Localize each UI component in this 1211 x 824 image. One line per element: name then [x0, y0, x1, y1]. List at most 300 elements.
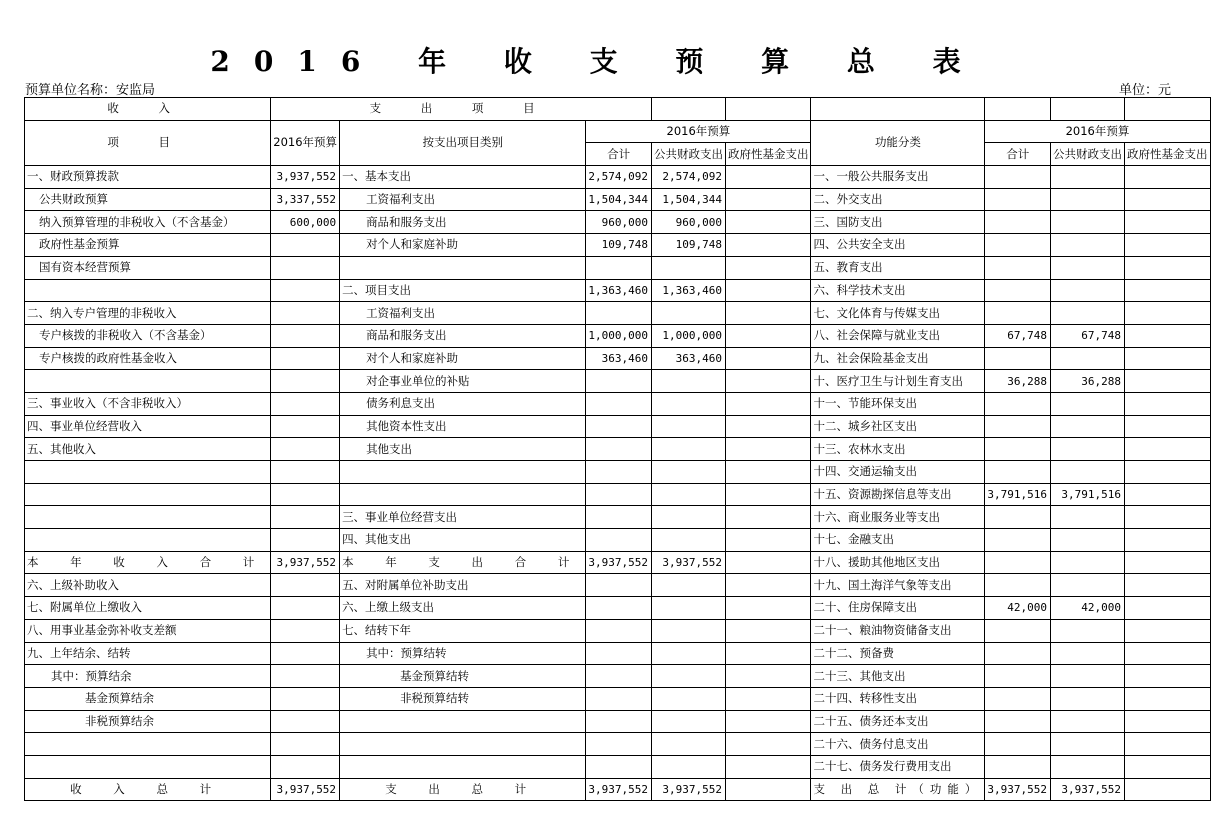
expense-public-fiscal [651, 438, 725, 461]
income-amount [271, 665, 340, 688]
table-row [25, 529, 1211, 552]
expense-gov-fund [725, 347, 811, 370]
income-amount: 3,937,552 [271, 778, 340, 801]
expense-public-fiscal [651, 461, 725, 484]
expense-public-fiscal: 1,363,460 [651, 279, 725, 302]
expense-total: 960,000 [586, 211, 652, 234]
header-total-right: 合计 [985, 143, 1051, 166]
expense-public-fiscal [651, 415, 725, 438]
functional-gov-fund [1125, 234, 1211, 257]
expense-total [586, 461, 652, 484]
functional-total [985, 665, 1051, 688]
expense-public-fiscal [651, 506, 725, 529]
table-row [25, 574, 1211, 597]
income-item: 本 年 收 入 合 计 [25, 551, 271, 574]
expense-total: 2,574,092 [586, 166, 652, 189]
expense-public-fiscal [651, 574, 725, 597]
functional-total [985, 302, 1051, 325]
functional-total [985, 529, 1051, 552]
expense-public-fiscal [651, 665, 725, 688]
expense-category: 基金预算结转 [340, 665, 586, 688]
expense-category [340, 483, 586, 506]
functional-category: 十五、资源勘探信息等支出 [811, 483, 985, 506]
header-public-fiscal-right: 公共财政支出 [1051, 143, 1125, 166]
expense-gov-fund [725, 687, 811, 710]
functional-gov-fund [1125, 324, 1211, 347]
expense-total [586, 392, 652, 415]
income-amount [271, 370, 340, 393]
expense-gov-fund [725, 370, 811, 393]
expense-public-fiscal [651, 483, 725, 506]
expense-public-fiscal: 2,574,092 [651, 166, 725, 189]
income-amount [271, 597, 340, 620]
table-row [25, 166, 1211, 189]
table-row [25, 347, 1211, 370]
functional-total [985, 415, 1051, 438]
expense-total [586, 710, 652, 733]
functional-category: 九、社会保险基金支出 [811, 347, 985, 370]
header-income: 收 入 [25, 98, 271, 121]
expense-category: 对个人和家庭补助 [340, 234, 586, 257]
expense-category: 对企事业单位的补贴 [340, 370, 586, 393]
expense-total [586, 370, 652, 393]
table-row [25, 483, 1211, 506]
expense-category: 五、对附属单位补助支出 [340, 574, 586, 597]
functional-gov-fund [1125, 642, 1211, 665]
expense-total: 109,748 [586, 234, 652, 257]
expense-gov-fund [725, 392, 811, 415]
expense-public-fiscal: 109,748 [651, 234, 725, 257]
functional-category: 二十五、债务还本支出 [811, 710, 985, 733]
income-item: 基金预算结余 [25, 687, 271, 710]
functional-public-fiscal [1051, 438, 1125, 461]
functional-total: 36,288 [985, 370, 1051, 393]
functional-public-fiscal [1051, 710, 1125, 733]
expense-total [586, 755, 652, 778]
income-item: 收 入 总 计 [25, 778, 271, 801]
table-row [25, 551, 1211, 574]
expense-category [340, 755, 586, 778]
functional-category: 八、社会保障与就业支出 [811, 324, 985, 347]
expense-category: 四、其他支出 [340, 529, 586, 552]
expense-gov-fund [725, 619, 811, 642]
functional-category: 二十七、债务发行费用支出 [811, 755, 985, 778]
functional-public-fiscal [1051, 574, 1125, 597]
functional-gov-fund [1125, 256, 1211, 279]
expense-gov-fund [725, 302, 811, 325]
expense-total [586, 642, 652, 665]
functional-gov-fund [1125, 755, 1211, 778]
expense-category: 六、上缴上级支出 [340, 597, 586, 620]
functional-total: 42,000 [985, 597, 1051, 620]
expense-gov-fund [725, 755, 811, 778]
income-amount [271, 619, 340, 642]
functional-category: 十、医疗卫生与计划生育支出 [811, 370, 985, 393]
income-amount [271, 755, 340, 778]
functional-category: 五、教育支出 [811, 256, 985, 279]
functional-category: 十七、金融支出 [811, 529, 985, 552]
income-item: 六、上级补助收入 [25, 574, 271, 597]
functional-total [985, 256, 1051, 279]
table-row [25, 733, 1211, 756]
income-amount [271, 415, 340, 438]
functional-category: 十三、农林水支出 [811, 438, 985, 461]
expense-category: 对个人和家庭补助 [340, 347, 586, 370]
expense-category: 其中：预算结转 [340, 642, 586, 665]
expense-public-fiscal [651, 755, 725, 778]
functional-gov-fund [1125, 778, 1211, 801]
table-row [25, 392, 1211, 415]
functional-public-fiscal: 42,000 [1051, 597, 1125, 620]
functional-public-fiscal [1051, 347, 1125, 370]
income-item: 五、其他收入 [25, 438, 271, 461]
functional-category: 十六、商业服务业等支出 [811, 506, 985, 529]
functional-category: 十四、交通运输支出 [811, 461, 985, 484]
expense-total [586, 733, 652, 756]
functional-gov-fund [1125, 506, 1211, 529]
expense-gov-fund [725, 574, 811, 597]
functional-gov-fund [1125, 347, 1211, 370]
income-amount [271, 461, 340, 484]
income-amount: 3,937,552 [271, 166, 340, 189]
income-amount [271, 710, 340, 733]
expense-gov-fund [725, 642, 811, 665]
header-budget-2016-group-right: 2016年预算 [985, 120, 1210, 143]
functional-gov-fund [1125, 188, 1211, 211]
expense-public-fiscal [651, 710, 725, 733]
functional-total [985, 166, 1051, 189]
expense-public-fiscal [651, 302, 725, 325]
functional-category: 二十、住房保障支出 [811, 597, 985, 620]
expense-category [340, 461, 586, 484]
functional-public-fiscal [1051, 665, 1125, 688]
expense-public-fiscal [651, 370, 725, 393]
functional-total [985, 461, 1051, 484]
functional-total [985, 755, 1051, 778]
expense-public-fiscal [651, 392, 725, 415]
functional-total [985, 574, 1051, 597]
expense-public-fiscal [651, 687, 725, 710]
functional-category: 支 出 总 计（功能） [811, 778, 985, 801]
expense-gov-fund [725, 256, 811, 279]
income-amount [271, 642, 340, 665]
table-row [25, 642, 1211, 665]
functional-public-fiscal [1051, 392, 1125, 415]
expense-total [586, 665, 652, 688]
functional-public-fiscal [1051, 551, 1125, 574]
expense-public-fiscal [651, 597, 725, 620]
table-row [25, 256, 1211, 279]
table-row [25, 619, 1211, 642]
income-item: 二、纳入专户管理的非税收入 [25, 302, 271, 325]
functional-category: 二、外交支出 [811, 188, 985, 211]
income-item: 政府性基金预算 [25, 234, 271, 257]
functional-category: 十八、援助其他地区支出 [811, 551, 985, 574]
functional-gov-fund [1125, 733, 1211, 756]
functional-total [985, 733, 1051, 756]
income-amount [271, 392, 340, 415]
functional-gov-fund [1125, 392, 1211, 415]
expense-total [586, 574, 652, 597]
functional-public-fiscal [1051, 687, 1125, 710]
table-row [25, 324, 1211, 347]
functional-total [985, 234, 1051, 257]
expense-total: 1,363,460 [586, 279, 652, 302]
expense-category: 其他支出 [340, 438, 586, 461]
income-item: 七、附属单位上缴收入 [25, 597, 271, 620]
functional-gov-fund [1125, 370, 1211, 393]
expense-category: 非税预算结转 [340, 687, 586, 710]
income-item [25, 733, 271, 756]
expense-gov-fund [725, 597, 811, 620]
expense-public-fiscal: 1,000,000 [651, 324, 725, 347]
income-amount [271, 347, 340, 370]
functional-category: 一、一般公共服务支出 [811, 166, 985, 189]
expense-category [340, 710, 586, 733]
functional-category: 三、国防支出 [811, 211, 985, 234]
table-row [25, 597, 1211, 620]
functional-public-fiscal [1051, 234, 1125, 257]
income-item: 非税预算结余 [25, 710, 271, 733]
budget-table-body [25, 98, 1211, 801]
expense-public-fiscal: 3,937,552 [651, 551, 725, 574]
table-row [25, 506, 1211, 529]
expense-category: 工资福利支出 [340, 188, 586, 211]
income-item [25, 529, 271, 552]
income-amount [271, 506, 340, 529]
functional-category: 六、科学技术支出 [811, 279, 985, 302]
expense-category: 本 年 支 出 合 计 [340, 551, 586, 574]
functional-total [985, 347, 1051, 370]
functional-public-fiscal [1051, 642, 1125, 665]
functional-public-fiscal [1051, 188, 1125, 211]
expense-gov-fund [725, 551, 811, 574]
income-item: 纳入预算管理的非税收入（不含基金） [25, 211, 271, 234]
expense-total: 363,460 [586, 347, 652, 370]
expense-total [586, 619, 652, 642]
expense-category: 二、项目支出 [340, 279, 586, 302]
expense-public-fiscal [651, 529, 725, 552]
expense-total [586, 597, 652, 620]
income-item: 八、用事业基金弥补收支差额 [25, 619, 271, 642]
functional-public-fiscal: 3,791,516 [1051, 483, 1125, 506]
income-item [25, 279, 271, 302]
income-item [25, 370, 271, 393]
expense-total [586, 415, 652, 438]
income-amount: 600,000 [271, 211, 340, 234]
expense-category: 商品和服务支出 [340, 211, 586, 234]
functional-total: 67,748 [985, 324, 1051, 347]
expense-gov-fund [725, 461, 811, 484]
functional-public-fiscal [1051, 506, 1125, 529]
header-item: 项 目 [25, 120, 271, 165]
functional-total [985, 551, 1051, 574]
expense-public-fiscal: 1,504,344 [651, 188, 725, 211]
expense-public-fiscal [651, 256, 725, 279]
table-row [25, 279, 1211, 302]
functional-gov-fund [1125, 665, 1211, 688]
currency-unit: 单位：元 [1118, 83, 1171, 98]
functional-total [985, 642, 1051, 665]
header-expense-items: 支 出 项 目 [271, 98, 652, 121]
income-amount [271, 529, 340, 552]
expense-category: 七、结转下年 [340, 619, 586, 642]
expense-gov-fund [725, 733, 811, 756]
expense-gov-fund [725, 778, 811, 801]
expense-total [586, 438, 652, 461]
income-amount [271, 256, 340, 279]
expense-gov-fund [725, 483, 811, 506]
functional-total [985, 687, 1051, 710]
table-row [25, 755, 1211, 778]
functional-gov-fund [1125, 529, 1211, 552]
header-by-category: 按支出项目类别 [340, 120, 586, 165]
functional-total [985, 710, 1051, 733]
income-item: 一、财政预算拨款 [25, 166, 271, 189]
income-item [25, 506, 271, 529]
income-amount [271, 687, 340, 710]
income-item: 专户核拨的政府性基金收入 [25, 347, 271, 370]
expense-public-fiscal: 363,460 [651, 347, 725, 370]
functional-category: 二十二、预备费 [811, 642, 985, 665]
functional-public-fiscal [1051, 279, 1125, 302]
income-amount: 3,337,552 [271, 188, 340, 211]
income-amount [271, 279, 340, 302]
income-amount [271, 483, 340, 506]
functional-gov-fund [1125, 461, 1211, 484]
functional-total: 3,791,516 [985, 483, 1051, 506]
expense-public-fiscal: 960,000 [651, 211, 725, 234]
functional-public-fiscal [1051, 256, 1125, 279]
header-row-2 [25, 120, 1211, 143]
expense-category: 商品和服务支出 [340, 324, 586, 347]
table-row [25, 188, 1211, 211]
functional-category: 十一、节能环保支出 [811, 392, 985, 415]
table-row [25, 710, 1211, 733]
functional-total [985, 188, 1051, 211]
functional-gov-fund [1125, 279, 1211, 302]
table-row [25, 415, 1211, 438]
expense-category [340, 733, 586, 756]
budget-table [24, 97, 1211, 801]
expense-total [586, 529, 652, 552]
expense-category: 一、基本支出 [340, 166, 586, 189]
functional-public-fiscal: 3,937,552 [1051, 778, 1125, 801]
functional-category: 二十四、转移性支出 [811, 687, 985, 710]
functional-gov-fund [1125, 166, 1211, 189]
functional-public-fiscal [1051, 302, 1125, 325]
header-functional: 功能分类 [811, 120, 985, 165]
income-item [25, 461, 271, 484]
income-item: 九、上年结余、结转 [25, 642, 271, 665]
table-row [25, 461, 1211, 484]
income-item: 专户核拨的非税收入（不含基金） [25, 324, 271, 347]
income-item: 其中：预算结余 [25, 665, 271, 688]
table-row [25, 370, 1211, 393]
budget-unit-name: 预算单位名称：安监局 [25, 83, 156, 98]
header-gov-fund-right: 政府性基金支出 [1125, 143, 1211, 166]
page-title: 2016 年 收 支 预 算 总 表 [210, 45, 985, 78]
functional-public-fiscal: 36,288 [1051, 370, 1125, 393]
expense-total: 3,937,552 [586, 551, 652, 574]
functional-public-fiscal: 67,748 [1051, 324, 1125, 347]
functional-gov-fund [1125, 438, 1211, 461]
functional-gov-fund [1125, 597, 1211, 620]
table-row [25, 665, 1211, 688]
functional-public-fiscal [1051, 619, 1125, 642]
income-item [25, 755, 271, 778]
functional-gov-fund [1125, 483, 1211, 506]
functional-category: 二十六、债务付息支出 [811, 733, 985, 756]
expense-category: 支 出 总 计 [340, 778, 586, 801]
functional-total [985, 211, 1051, 234]
table-row [25, 211, 1211, 234]
expense-category: 其他资本性支出 [340, 415, 586, 438]
functional-public-fiscal [1051, 733, 1125, 756]
expense-total [586, 687, 652, 710]
expense-gov-fund [725, 188, 811, 211]
table-row [25, 778, 1211, 801]
functional-total [985, 619, 1051, 642]
functional-total [985, 392, 1051, 415]
functional-gov-fund [1125, 302, 1211, 325]
functional-public-fiscal [1051, 755, 1125, 778]
expense-total [586, 483, 652, 506]
expense-total: 3,937,552 [586, 778, 652, 801]
expense-public-fiscal [651, 619, 725, 642]
header-budget-2016-group: 2016年预算 [586, 120, 811, 143]
income-item [25, 483, 271, 506]
functional-gov-fund [1125, 551, 1211, 574]
expense-public-fiscal: 3,937,552 [651, 778, 725, 801]
functional-public-fiscal [1051, 166, 1125, 189]
expense-category [340, 256, 586, 279]
functional-gov-fund [1125, 619, 1211, 642]
expense-gov-fund [725, 324, 811, 347]
functional-total [985, 506, 1051, 529]
income-amount [271, 438, 340, 461]
income-amount [271, 733, 340, 756]
expense-total [586, 256, 652, 279]
table-row [25, 438, 1211, 461]
expense-total: 1,504,344 [586, 188, 652, 211]
functional-category: 七、文化体育与传媒支出 [811, 302, 985, 325]
header-budget-2016: 2016年预算 [271, 120, 340, 165]
functional-public-fiscal [1051, 461, 1125, 484]
expense-gov-fund [725, 529, 811, 552]
expense-gov-fund [725, 234, 811, 257]
income-item: 三、事业收入（不含非税收入） [25, 392, 271, 415]
functional-gov-fund [1125, 211, 1211, 234]
expense-gov-fund [725, 211, 811, 234]
functional-category: 二十一、粮油物资储备支出 [811, 619, 985, 642]
expense-gov-fund [725, 166, 811, 189]
income-item: 四、事业单位经营收入 [25, 415, 271, 438]
functional-category: 十二、城乡社区支出 [811, 415, 985, 438]
functional-public-fiscal [1051, 529, 1125, 552]
expense-gov-fund [725, 415, 811, 438]
expense-category: 债务利息支出 [340, 392, 586, 415]
expense-gov-fund [725, 506, 811, 529]
functional-public-fiscal [1051, 415, 1125, 438]
expense-category: 三、事业单位经营支出 [340, 506, 586, 529]
functional-total [985, 438, 1051, 461]
expense-total: 1,000,000 [586, 324, 652, 347]
expense-gov-fund [725, 710, 811, 733]
expense-gov-fund [725, 665, 811, 688]
header-public-fiscal: 公共财政支出 [651, 143, 725, 166]
income-item: 公共财政预算 [25, 188, 271, 211]
